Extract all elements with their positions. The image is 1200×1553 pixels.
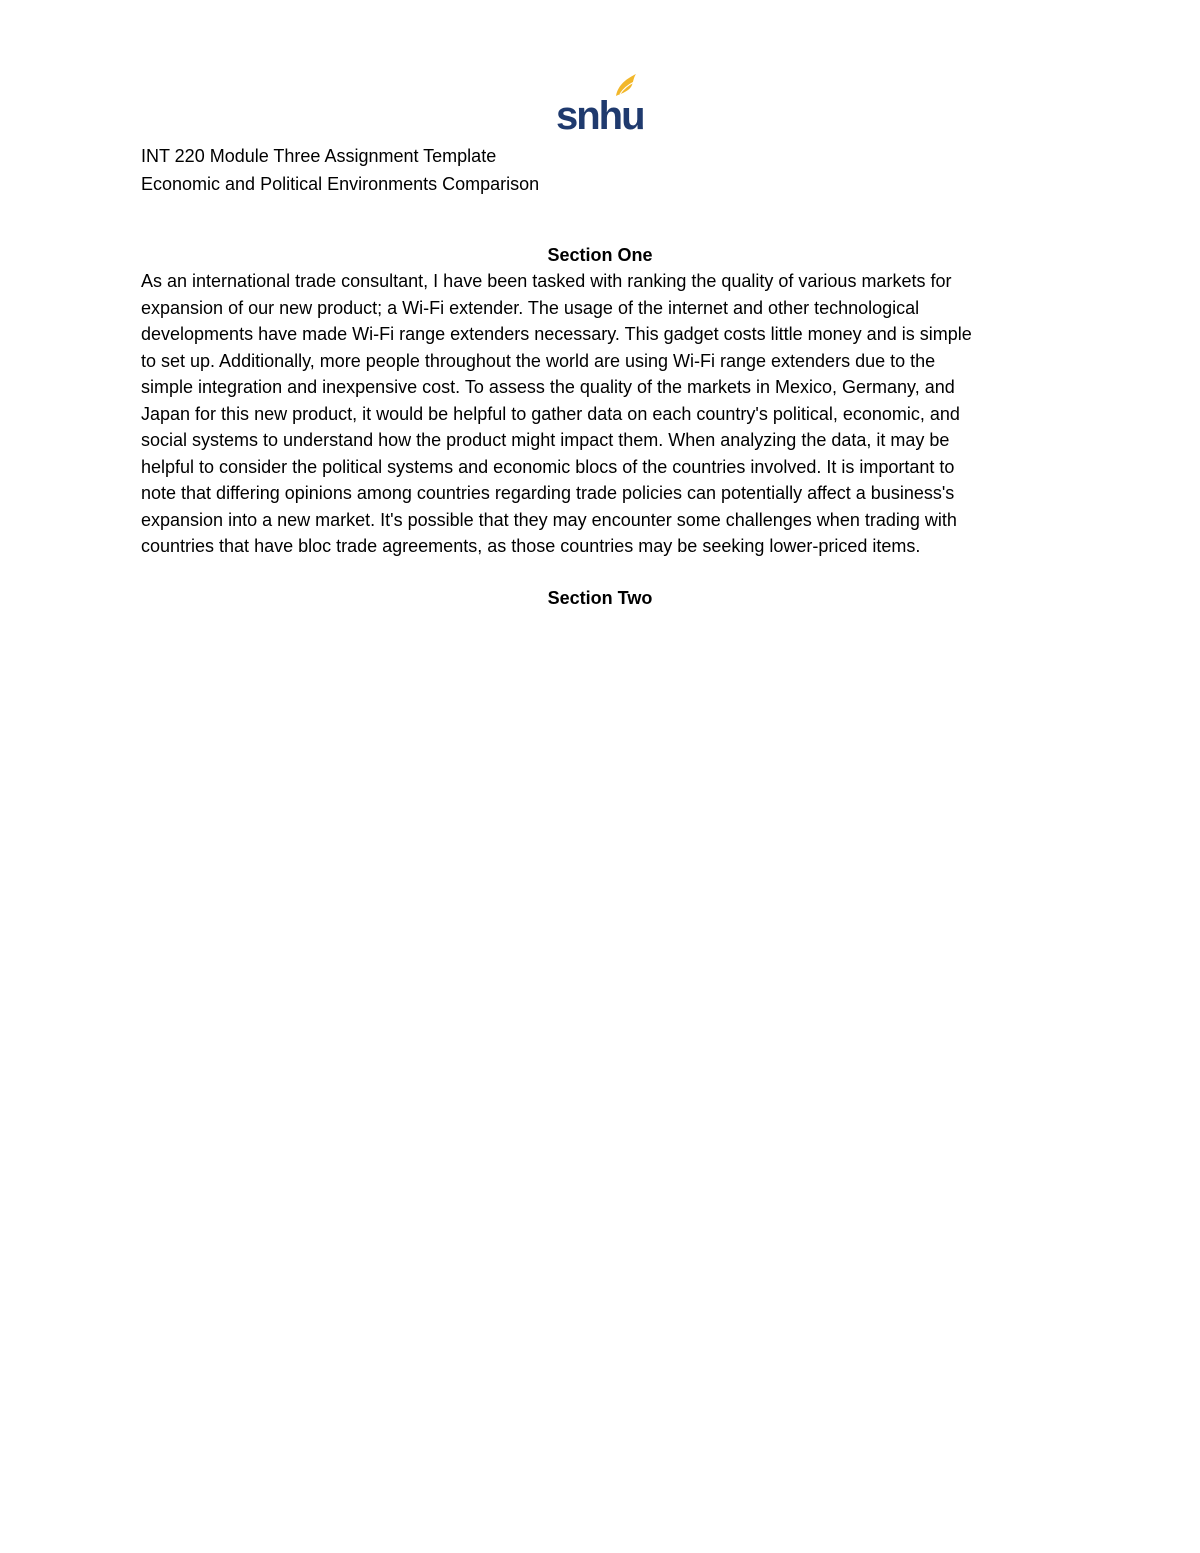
paragraph-line: developments have made Wi-Fi range extenders necessary. This gadget costs little money and is simple bbox=[141, 324, 972, 344]
assignment-title: Economic and Political Environments Comparison bbox=[141, 174, 540, 194]
paragraph-line: to set up. Additionally, more people throughout the world are using Wi-Fi range extenders due to the bbox=[141, 350, 936, 371]
paragraph-line: As an international trade consultant, I have been tasked with ranking the quality of various markets for bbox=[141, 271, 952, 291]
section-two-heading: Section Two bbox=[547, 588, 653, 608]
paragraph-line: note that differing opinions among countries regarding trade policies can potentially affect a business's bbox=[141, 483, 955, 503]
svg-text:snhu: snhu bbox=[556, 94, 644, 134]
paragraph-line: simple integration and inexpensive cost. To assess the quality of the markets in Mexico, Germany, and bbox=[141, 377, 955, 397]
paragraph-line: Japan for this new product, it would be helpful to gather data on each country's political, economic, and bbox=[141, 403, 960, 424]
section-one-paragraph bbox=[141, 268, 1059, 560]
course-title: INT 220 Module Three Assignment Template bbox=[141, 146, 497, 166]
paragraph-line: expansion into a new market. It's possible that they may encounter some challenges when trading with bbox=[141, 509, 957, 530]
paragraph-line: countries that have bloc trade agreements, as those countries may be seeking lower-priced items. bbox=[141, 536, 921, 556]
snhu-logo bbox=[554, 72, 644, 134]
document-header bbox=[141, 142, 1061, 198]
section-one-heading: Section One bbox=[547, 245, 653, 265]
paragraph-line: helpful to consider the political systems and economic blocs of the countries involved. It is important to bbox=[141, 456, 955, 477]
paragraph-line: expansion of our new product; a Wi-Fi extender. The usage of the internet and other technological bbox=[141, 297, 920, 318]
paragraph-line: social systems to understand how the product might impact them. When analyzing the data, it may be bbox=[141, 430, 950, 450]
